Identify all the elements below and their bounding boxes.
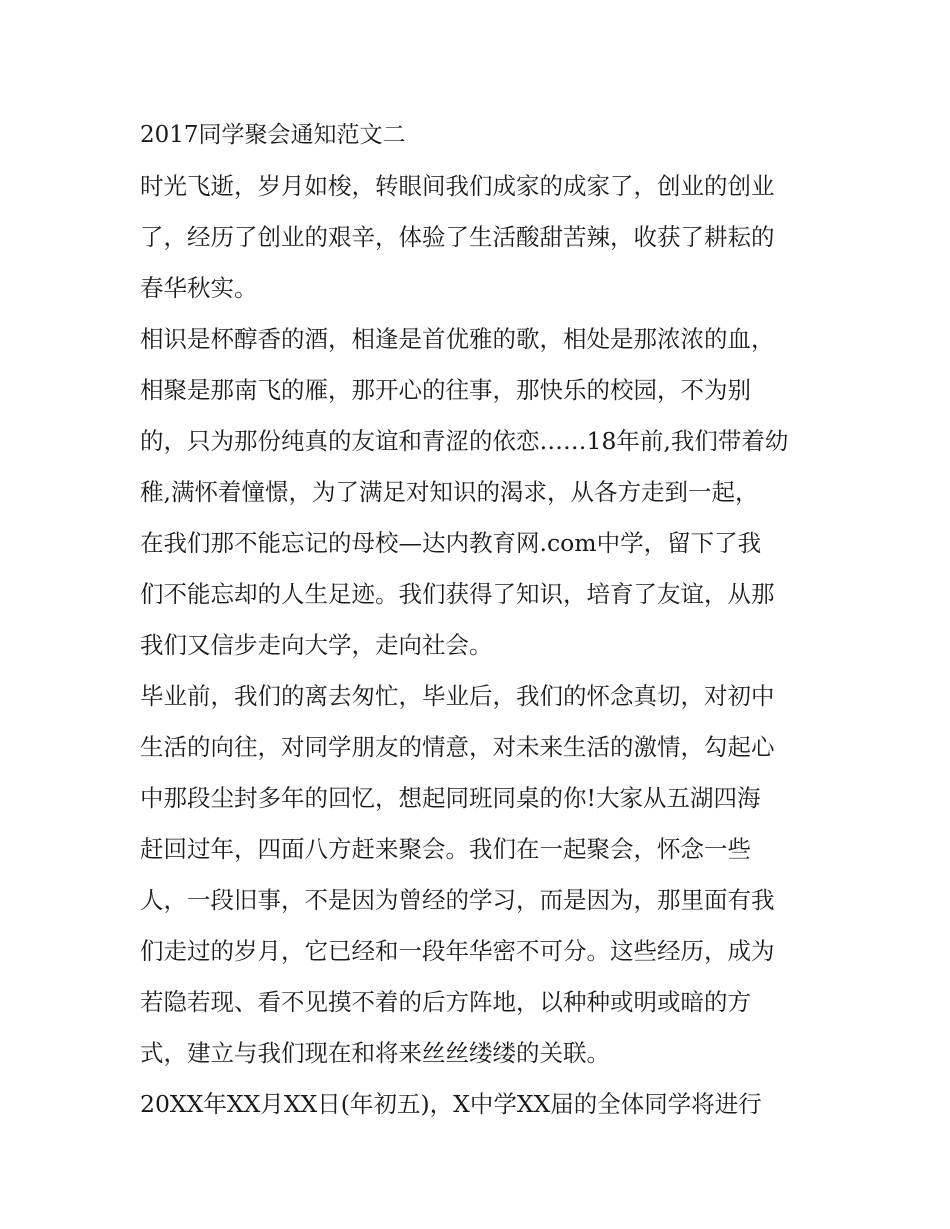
paragraph-3-line-6: 们走过的岁月，它已经和一段年华密不可分。这些经历，成为 [140,937,775,965]
paragraph-3-line-1: 毕业前，我们的离去匆忙，毕业后，我们的怀念真切，对初中 [140,682,775,710]
document-title: 2017同学聚会通知范文二 [140,122,406,148]
paragraph-2-line-3: 的，只为那份纯真的友谊和青涩的依恋……18年前,我们带着幼 [140,427,789,455]
paragraph-2-line-7: 我们又信步走向大学，走向社会。 [140,631,493,659]
paragraph-3-line-7: 若隐若现、看不见摸不着的后方阵地，以种种或明或暗的方 [140,988,751,1016]
paragraph-2-line-1: 相识是杯醇香的酒，相逢是首优雅的歌，相处是那浓浓的血， [140,325,775,353]
paragraph-1-line-3: 春华秋实。 [140,274,258,302]
paragraph-1-line-1: 时光飞逝，岁月如梭，转眼间我们成家的成家了，创业的创业 [140,172,775,200]
document-body [140,110,820,1130]
paragraph-3-line-8: 式，建立与我们现在和将来丝丝缕缕的关联。 [140,1039,610,1067]
paragraph-3-line-2: 生活的向往，对同学朋友的情意，对未来生活的激情，勾起心 [140,733,775,761]
paragraph-1-line-2: 了，经历了创业的艰辛，体验了生活酸甜苦辣，收获了耕耘的 [140,223,775,251]
paragraph-2-line-4: 稚,满怀着憧憬，为了满足对知识的渴求，从各方走到一起， [140,478,759,506]
paragraph-3-line-3: 中那段尘封多年的回忆，想起同班同桌的你!大家从五湖四海 [140,784,761,812]
paragraph-4-line-1: 20XX年XX月XX日(年初五)，X中学XX届的全体同学将进行 [140,1090,762,1118]
paragraph-3-line-4: 赶回过年，四面八方赶来聚会。我们在一起聚会，怀念一些 [140,835,751,863]
paragraph-2-line-2: 相聚是那南飞的雁，那开心的往事，那快乐的校园，不为别 [140,376,751,404]
paragraph-3-line-5: 人，一段旧事，不是因为曾经的学习，而是因为，那里面有我 [140,886,775,914]
paragraph-2-line-6: 们不能忘却的人生足迹。我们获得了知识，培育了友谊，从那 [140,580,775,608]
paragraph-2-line-5: 在我们那不能忘记的母校—达内教育网.com中学，留下了我 [140,529,762,557]
